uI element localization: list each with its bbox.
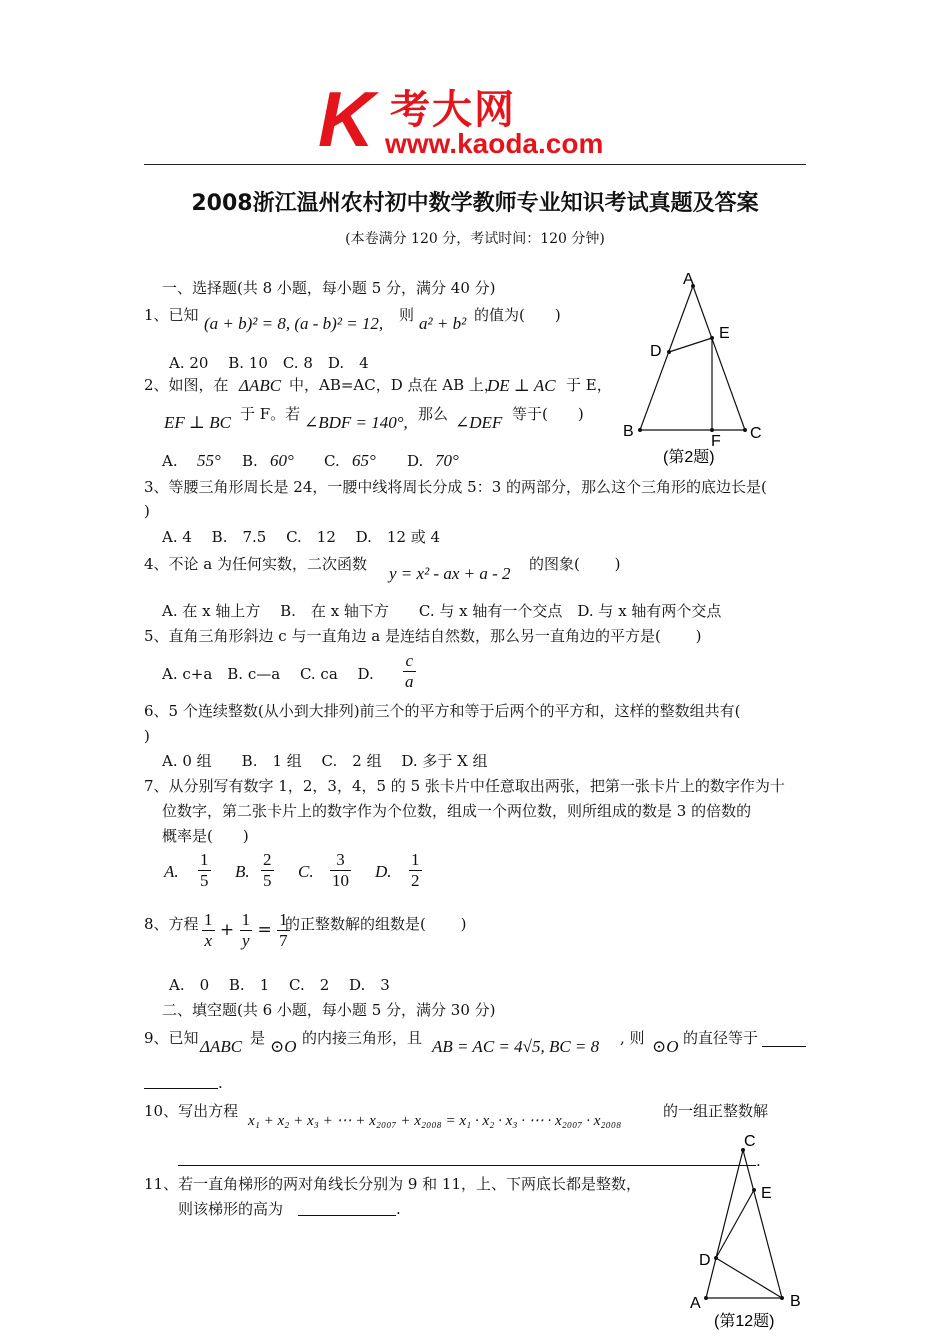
q2-option-c-letter: C. <box>324 452 340 470</box>
logo-chinese-name: 考大网 <box>390 87 516 133</box>
q3-stem: 3、等腰三角形周长是 24，一腰中线将周长分成 5：3 的两部分，那么这个三角形的底边长是( <box>144 478 767 496</box>
q6-close: ) <box>144 727 150 745</box>
q8-num1: 1 <box>204 910 213 929</box>
q2-option-b: 60° <box>270 451 294 470</box>
fig12-label-c: C <box>744 1133 756 1150</box>
q6-stem: 6、5 个连续整数(从小到大排列)前三个的平方和等于后两个的平方和，这样的整数组共有( <box>144 702 741 720</box>
q1-then: 则 <box>399 306 415 324</box>
q7-c-den: 10 <box>332 871 349 890</box>
q10-stem: 10、写出方程 <box>144 1102 239 1120</box>
q11-line2: 则该梯形的高为 <box>178 1200 284 1218</box>
q4-stem: 4、不论 a 为任何实数，二次函数 <box>144 555 368 573</box>
fig2-label-c: C <box>750 425 762 442</box>
header-rule <box>144 164 806 165</box>
q4-tail: 的图象( ) <box>529 555 621 573</box>
q1-stem: 1、已知 <box>144 306 199 324</box>
q5-stem: 5、直角三角形斜边 c 与一直角边 a 是连结自然数，那么另一直角边的平方是( ) <box>144 627 702 645</box>
q5-frac-denominator: a <box>405 672 414 691</box>
q8-num2: 1 <box>241 910 251 929</box>
page-subtitle: (本卷满分 120 分，考试时间：120 分钟) <box>345 231 605 247</box>
q9-part-c: 的内接三角形，且 <box>302 1029 423 1047</box>
q8-equals: = <box>257 920 272 940</box>
q5-frac-numerator: c <box>403 651 416 672</box>
q9-end: . <box>218 1074 223 1092</box>
fig2-label-e: E <box>719 325 730 342</box>
q1-expression: (a + b)² = 8, (a - b)² = 12, <box>204 314 384 333</box>
fig12-caption: (第12题) <box>714 1313 775 1330</box>
fig12-label-e: E <box>761 1185 772 1202</box>
figure-q12 <box>680 1128 820 1338</box>
q8-stem: 8、方程 <box>144 915 199 933</box>
q7-b-den: 5 <box>263 871 272 890</box>
q2-line2a: 于 F。若 <box>240 405 301 423</box>
q9-blank-1 <box>762 1046 806 1047</box>
q9-part-d: , 则 <box>620 1029 645 1047</box>
q8-plus: + <box>219 920 235 940</box>
q4-expression: y = x² - ax + a - 2 <box>389 564 511 583</box>
q9-part-e: 的直径等于 <box>683 1029 759 1047</box>
fig12-label-d: D <box>699 1252 711 1269</box>
logo-url: www.kaoda.com <box>385 128 604 159</box>
q2-option-d-letter: D. <box>407 452 424 470</box>
q7-d-den: 2 <box>411 871 420 890</box>
q3-close: ) <box>144 502 150 520</box>
q8-options: A. 0 B. 1 C. 2 D. 3 <box>169 976 390 994</box>
q7-b-num: 2 <box>263 850 272 869</box>
q2-line1b: 中，AB=AC，D 点在 AB 上， <box>289 376 499 394</box>
q7-option-a-letter: A. <box>164 862 179 881</box>
q7-d-num: 1 <box>411 850 420 869</box>
q2-triangle: ΔABC <box>239 376 282 395</box>
q1-expression-2: a² + b² <box>419 314 467 333</box>
q2-perp-ef: EF ⊥ BC <box>164 413 231 432</box>
q9-expression: AB = AC = 4√5, BC = 8 <box>432 1037 600 1056</box>
q7-option-b-fraction <box>261 850 274 891</box>
q9-part-a: 9、已知 <box>144 1029 199 1047</box>
q9-triangle: ΔABC <box>200 1037 243 1056</box>
q8-den1: x <box>204 931 213 950</box>
q2-line1c: 于 E， <box>566 376 612 394</box>
q8-tail: 的正整数解的组数是( ) <box>285 915 467 933</box>
section-1-heading: 一、选择题(共 8 小题，每小题 5 分，满分 40 分) <box>162 279 496 297</box>
q6-options: A. 0 组 B. 1 组 C. 2 组 D. 多于 X 组 <box>162 752 488 770</box>
q2-option-a: 55° <box>197 451 221 470</box>
fig2-label-d: D <box>650 343 662 360</box>
q8-den2: y <box>242 931 250 950</box>
q9-circle-1: ⊙O <box>270 1037 297 1056</box>
section-2-heading: 二、填空题(共 6 小题，每小题 5 分，满分 30 分) <box>162 1001 496 1019</box>
logo-k-mark: K <box>318 75 375 163</box>
q10-expression: x₁ + x₂ + x₃ + ⋯ + x₂₀₀₇ + x₂₀₀₈ = x₁ · x₂ · x₃ · ⋯ · x₂₀₀₇ · x₂₀₀₈ <box>248 1113 622 1129</box>
fig2-label-a: A <box>683 271 694 288</box>
q7-a-den: 5 <box>200 871 209 890</box>
q7-option-c-fraction <box>330 850 351 891</box>
q9-circle-2: ⊙O <box>652 1037 679 1056</box>
q2-option-d: 70° <box>435 451 459 470</box>
q1-options: A. 20 B. 10 C. 8 D. 4 <box>169 354 369 372</box>
q1-tail: 的值为( ) <box>474 306 561 324</box>
q11-blank <box>298 1215 396 1216</box>
q11-line1: 11、若一直角梯形的两对角线长分别为 9 和 11，上、下两底长都是整数， <box>144 1175 642 1193</box>
q10-end: . <box>756 1152 761 1170</box>
q7-a-num: 1 <box>200 850 209 869</box>
q3-options: A. 4 B. 7.5 C. 12 D. 12 或 4 <box>162 528 441 546</box>
fig2-caption: (第2题) <box>663 449 715 466</box>
q7-option-d-fraction <box>409 850 422 891</box>
q10-answer-line <box>178 1165 756 1166</box>
q5-option-d-fraction <box>403 651 416 692</box>
q2-option-c: 65° <box>352 451 376 470</box>
q10-tail: 的一组正整数解 <box>663 1102 769 1120</box>
q2-option-a-letter: A. <box>162 452 178 470</box>
fig12-label-b: B <box>790 1293 801 1310</box>
q2-line1a: 2、如图，在 <box>144 376 229 394</box>
q7-c-num: 3 <box>330 850 351 871</box>
q2-perp-de: DE ⊥ AC <box>487 376 556 395</box>
q2-line2b: 那么 <box>418 405 449 423</box>
q8-equation <box>202 910 290 951</box>
fig12-label-a: A <box>690 1295 701 1312</box>
q7-option-a-fraction <box>198 850 211 891</box>
q9-blank-2 <box>144 1088 218 1089</box>
q4-options: A. 在 x 轴上方 B. 在 x 轴下方 C. 与 x 轴有一个交点 D. 与 x 轴有两个交点 <box>162 602 722 620</box>
q5-options: A. c+a B. c—a C. ca D. <box>162 665 374 683</box>
q7-line1: 7、从分别写有数字 1，2，3，4，5 的 5 张卡片中任意取出两张，把第一张卡片上的数字作为十 <box>144 777 785 795</box>
q7-option-d-letter: D. <box>375 862 392 881</box>
q2-line2c: 等于( ) <box>512 405 584 423</box>
q8-num3: 1 <box>279 910 288 929</box>
q7-line2: 位数字，第二张卡片上的数字作为个位数，组成一个两位数，则所组成的数是 3 的倍数的 <box>162 802 752 820</box>
figure-q2 <box>615 268 775 468</box>
fig2-label-b: B <box>623 423 634 440</box>
q9-part-b: 是 <box>250 1029 266 1047</box>
q7-line3: 概率是( ) <box>162 827 249 845</box>
q2-angle-def: ∠DEF <box>455 413 503 432</box>
q11-end: . <box>396 1200 401 1218</box>
q2-angle-bdf: ∠BDF = 140°, <box>304 413 408 432</box>
q8-den3: 7 <box>279 931 288 950</box>
fig2-label-f: F <box>711 433 721 450</box>
q7-option-b-letter: B. <box>235 862 250 881</box>
q2-option-b-letter: B. <box>242 452 258 470</box>
q7-option-c-letter: C. <box>298 862 314 881</box>
page-title: 2008浙江温州农村初中数学教师专业知识考试真题及答案 <box>191 191 759 216</box>
